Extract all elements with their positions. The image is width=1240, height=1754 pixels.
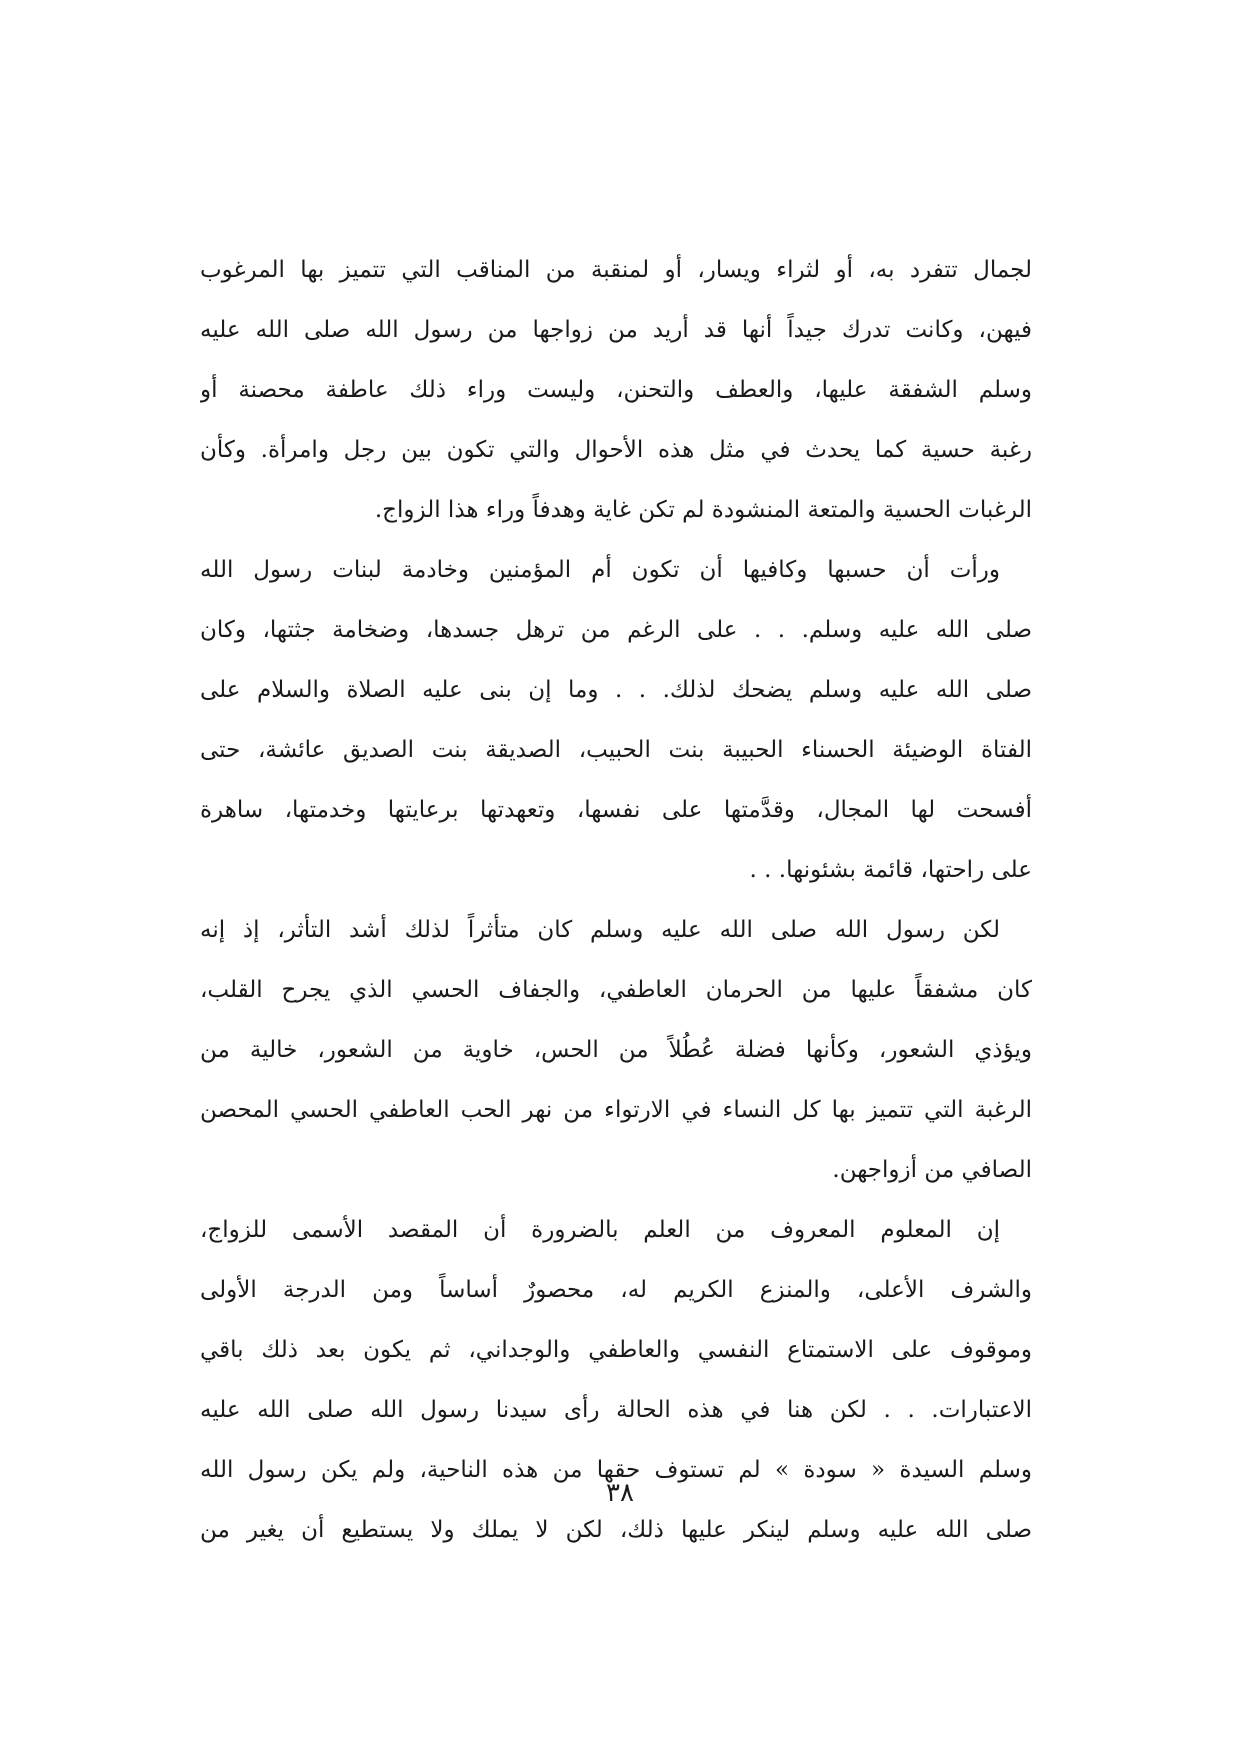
paragraph-1-line-5: الرغبات الحسية والمتعة المنشودة لم تكن غاية وهدفاً وراء هذا الزواج. bbox=[374, 497, 1032, 523]
paragraph-3-line-2: كان مشفقاً عليها من الحرمان العاطفي، والجفاف الحسي الذي يجرح القلب، bbox=[200, 977, 1032, 1003]
paragraph-3-line-4: الرغبة التي تتميز بها كل النساء في الارتواء من نهر الحب العاطفي الحسي المحصن bbox=[200, 1097, 1032, 1123]
paragraph-4-line-4: الاعتبارات. . . لكن هنا في هذه الحالة رأى سيدنا رسول الله صلى الله عليه bbox=[200, 1397, 1032, 1423]
paragraph-3-line-1: لكن رسول الله صلى الله عليه وسلم كان متأثراً لذلك أشد التأثر، إذ إنه bbox=[200, 917, 1000, 943]
paragraph-1-line-3: وسلم الشفقة عليها، والعطف والتحنن، وليست وراء ذلك عاطفة محصنة أو bbox=[200, 377, 1032, 403]
page-number: ٣٨ bbox=[606, 1478, 634, 1508]
paragraph-4-line-1: إن المعلوم المعروف من العلم بالضرورة أن المقصد الأسمى للزواج، bbox=[200, 1217, 1000, 1243]
paragraph-1-line-4: رغبة حسية كما يحدث في مثل هذه الأحوال والتي تكون بين رجل وامرأة. وكأن bbox=[200, 437, 1032, 463]
paragraph-3-line-3: ويؤذي الشعور، وكأنها فضلة عُطُلاً من الحس، خاوية من الشعور، خالية من bbox=[200, 1037, 1032, 1063]
paragraph-2-line-2: صلى الله عليه وسلم. . . على الرغم من ترهل جسدها، وضخامة جثتها، وكان bbox=[200, 617, 1032, 643]
paragraph-4-line-2: والشرف الأعلى، والمنزع الكريم له، محصورٌ أساساً ومن الدرجة الأولى bbox=[200, 1277, 1032, 1303]
body-text bbox=[200, 240, 1032, 1560]
paragraph-1-line-1: لجمال تتفرد به، أو لثراء ويسار، أو لمنقبة من المناقب التي تتميز بها المرغوب bbox=[200, 257, 1032, 283]
paragraph-2-line-4: الفتاة الوضيئة الحسناء الحبيبة بنت الحبيب، الصديقة بنت الصديق عائشة، حتى bbox=[200, 737, 1032, 763]
paragraph-1-line-2: فيهن، وكانت تدرك جيداً أنها قد أريد من زواجها من رسول الله صلى الله عليه bbox=[200, 317, 1032, 343]
paragraph-2-line-1: ورأت أن حسبها وكافيها أن تكون أم المؤمنين وخادمة لبنات رسول الله bbox=[200, 557, 1000, 583]
paragraph-4-line-3: وموقوف على الاستمتاع النفسي والعاطفي والوجداني، ثم يكون بعد ذلك باقي bbox=[200, 1337, 1032, 1363]
paragraph-3-line-5: الصافي من أزواجهن. bbox=[832, 1157, 1032, 1183]
paragraph-2-line-3: صلى الله عليه وسلم يضحك لذلك. . . وما إن بنى عليه الصلاة والسلام على bbox=[200, 677, 1032, 703]
paragraph-2-line-6: على راحتها، قائمة بشئونها. . . bbox=[749, 857, 1032, 883]
paragraph-4-line-5: وسلم السيدة « سودة » لم تستوف حقها من هذه الناحية، ولم يكن رسول الله bbox=[200, 1457, 1032, 1483]
paragraph-2-line-5: أفسحت لها المجال، وقدَّمتها على نفسها، وتعهدتها برعايتها وخدمتها، ساهرة bbox=[200, 797, 1032, 823]
paragraph-4-line-6: صلى الله عليه وسلم لينكر عليها ذلك، لكن لا يملك ولا يستطيع أن يغير من bbox=[200, 1517, 1032, 1543]
